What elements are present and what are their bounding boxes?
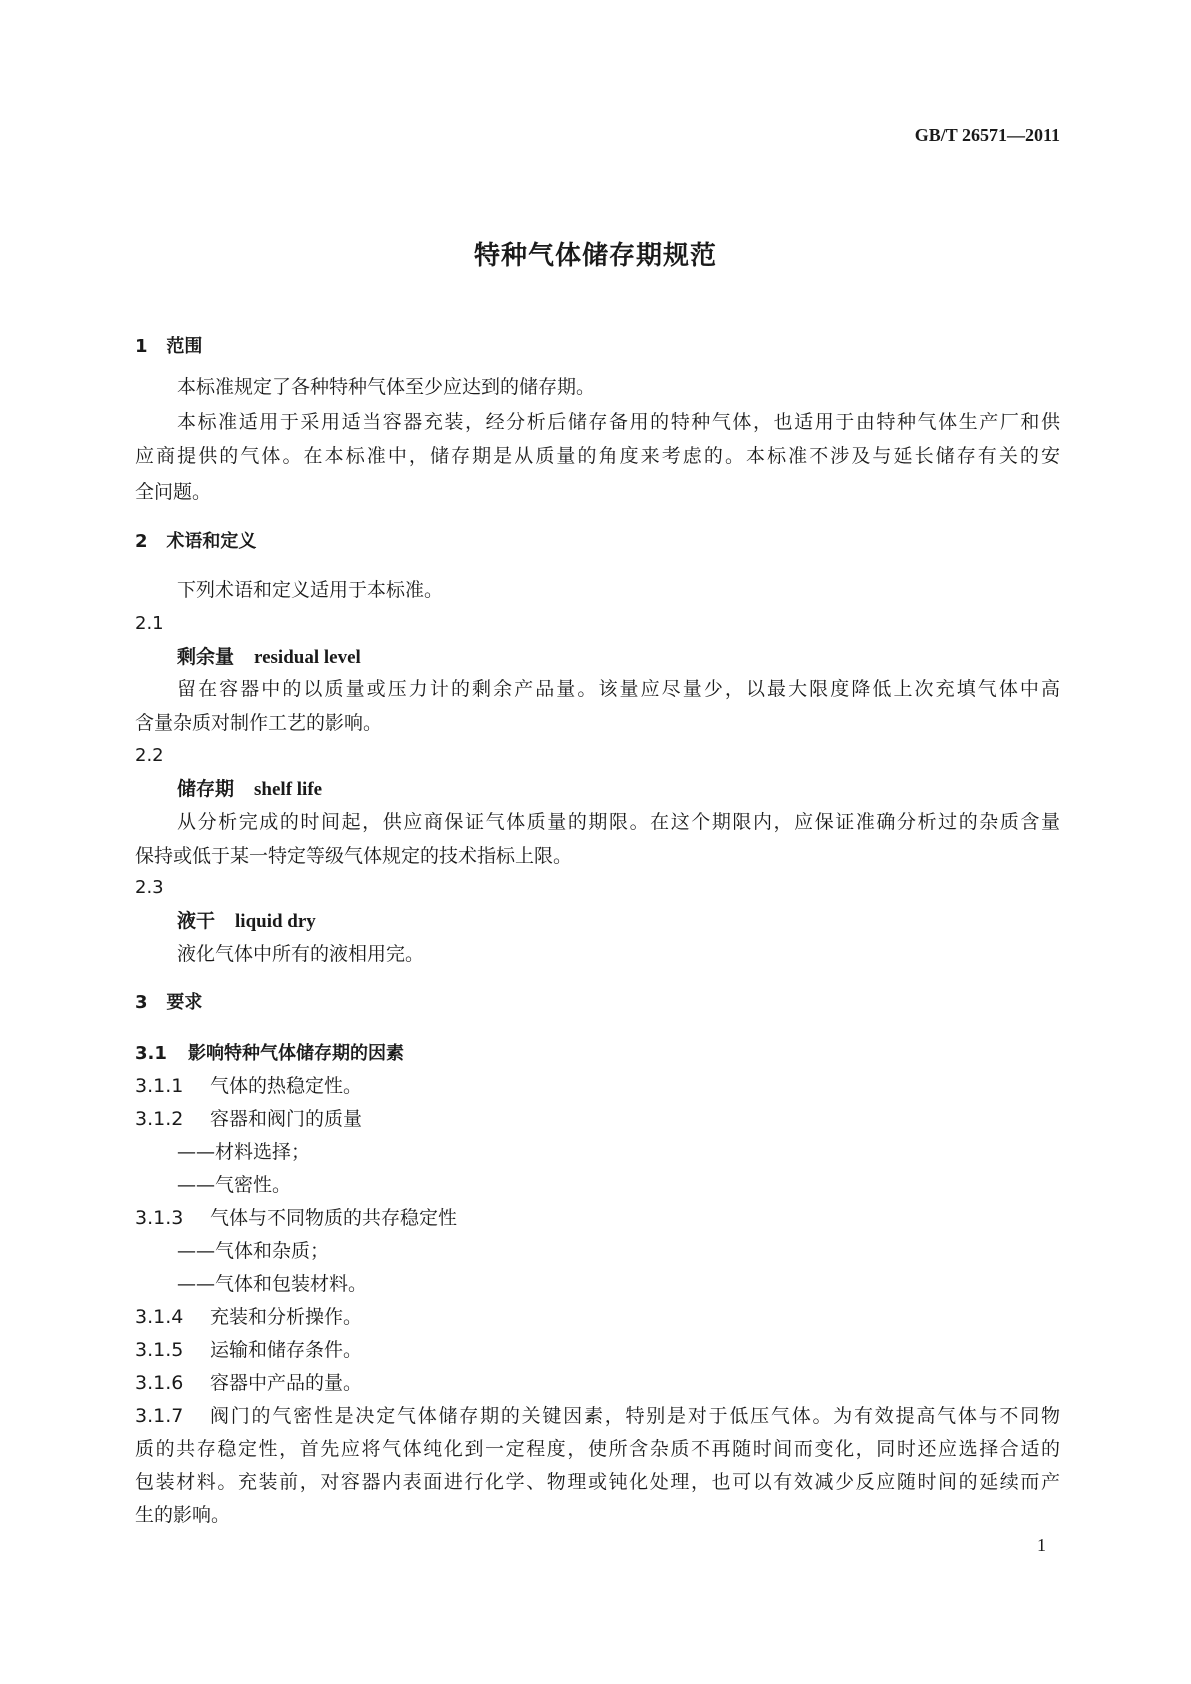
list-item: ——气密性。	[177, 1174, 292, 1196]
paragraph-line: 本标准适用于采用适当容器充装，经分析后储存备用的特种气体，也适用于由特种气体生产厂和供	[177, 411, 1060, 433]
definition-line: 留在容器中的以质量或压力计的剩余产品量。该量应尽量少，以最大限度降低上次充填气体中高	[177, 678, 1060, 700]
clause-number: 3.1.5	[135, 1339, 184, 1361]
term-number: 2.2	[135, 745, 164, 766]
term	[177, 776, 322, 803]
section-1-heading	[135, 334, 202, 360]
term-zh: 储存期	[177, 778, 235, 800]
definition-line: 保持或低于某一特定等级气体规定的技术指标上限。	[135, 845, 573, 867]
clause-line: 包装材料。充装前，对容器内表面进行化学、物理或钝化处理，也可以有效减少反应随时间的延续而产	[135, 1471, 1060, 1493]
section-number: 1	[135, 336, 148, 357]
list-item: ——气体和杂质；	[177, 1240, 330, 1262]
term-en: liquid dry	[235, 911, 316, 932]
clause	[135, 1337, 362, 1363]
clause-number: 3.1.3	[135, 1207, 184, 1229]
section-title: 范围	[166, 336, 203, 357]
clause	[135, 1106, 362, 1132]
clause	[135, 1073, 362, 1099]
section-number: 3	[135, 992, 148, 1013]
page-number: 1	[1037, 1535, 1046, 1555]
clause	[135, 1304, 362, 1330]
term-en: residual level	[254, 647, 361, 668]
clause-number: 3.1.6	[135, 1372, 184, 1394]
section-3-heading	[135, 990, 202, 1016]
clause-text: 容器中产品的量。	[210, 1372, 363, 1394]
document-title: 特种气体储存期规范	[473, 241, 717, 271]
term-zh: 液干	[177, 910, 216, 932]
clause-number: 3.1.7	[135, 1405, 184, 1427]
clause-text: 气体与不同物质的共存稳定性	[210, 1207, 458, 1229]
clause-text: 气体的热稳定性。	[210, 1075, 363, 1097]
clause-line: 质的共存稳定性，首先应将气体纯化到一定程度，使所含杂质不再随时间而变化，同时还应选择合适的	[135, 1438, 1060, 1460]
section-title: 术语和定义	[166, 531, 257, 552]
term-number: 2.3	[135, 877, 164, 898]
section-title: 要求	[166, 992, 203, 1013]
paragraph-line: 全问题。	[135, 481, 212, 503]
clause-text: 运输和储存条件。	[210, 1339, 363, 1361]
term	[177, 644, 361, 671]
clause	[135, 1370, 362, 1396]
paragraph: 本标准规定了各种特种气体至少应达到的储存期。	[177, 376, 596, 398]
clause	[135, 1403, 1060, 1429]
term-zh: 剩余量	[177, 646, 235, 668]
section-2-heading	[135, 529, 256, 555]
section-number: 2	[135, 531, 148, 552]
subsection-title: 影响特种气体储存期的因素	[188, 1043, 404, 1064]
list-item: ——材料选择；	[177, 1141, 311, 1163]
clause	[135, 1205, 457, 1231]
definition-line: 含量杂质对制作工艺的影响。	[135, 712, 383, 734]
standard-code: GB/T 26571—2011	[914, 125, 1060, 145]
clause-line: 生的影响。	[135, 1504, 231, 1526]
paragraph-line: 应商提供的气体。在本标准中，储存期是从质量的角度来考虑的。本标准不涉及与延长储存有关的安	[135, 445, 1060, 467]
clause-number: 3.1.1	[135, 1075, 184, 1097]
clause-text: 充装和分析操作。	[210, 1306, 363, 1328]
term-number: 2.1	[135, 613, 164, 634]
clause-number: 3.1.4	[135, 1306, 184, 1328]
definition-line: 液化气体中所有的液相用完。	[177, 943, 425, 965]
clause-text: 阀门的气密性是决定气体储存期的关键因素，特别是对于低压气体。为有效提高气体与不同物	[210, 1405, 1060, 1427]
definition-line: 从分析完成的时间起，供应商保证气体质量的期限。在这个期限内，应保证准确分析过的杂质含量	[177, 811, 1060, 833]
subsection-heading	[135, 1041, 404, 1067]
paragraph: 下列术语和定义适用于本标准。	[177, 579, 444, 601]
term-en: shelf life	[254, 779, 323, 800]
clause-number: 3.1.2	[135, 1108, 184, 1130]
list-item: ——气体和包装材料。	[177, 1273, 368, 1295]
term	[177, 908, 316, 935]
subsection-number: 3.1	[135, 1043, 167, 1064]
clause-text: 容器和阀门的质量	[210, 1108, 363, 1130]
